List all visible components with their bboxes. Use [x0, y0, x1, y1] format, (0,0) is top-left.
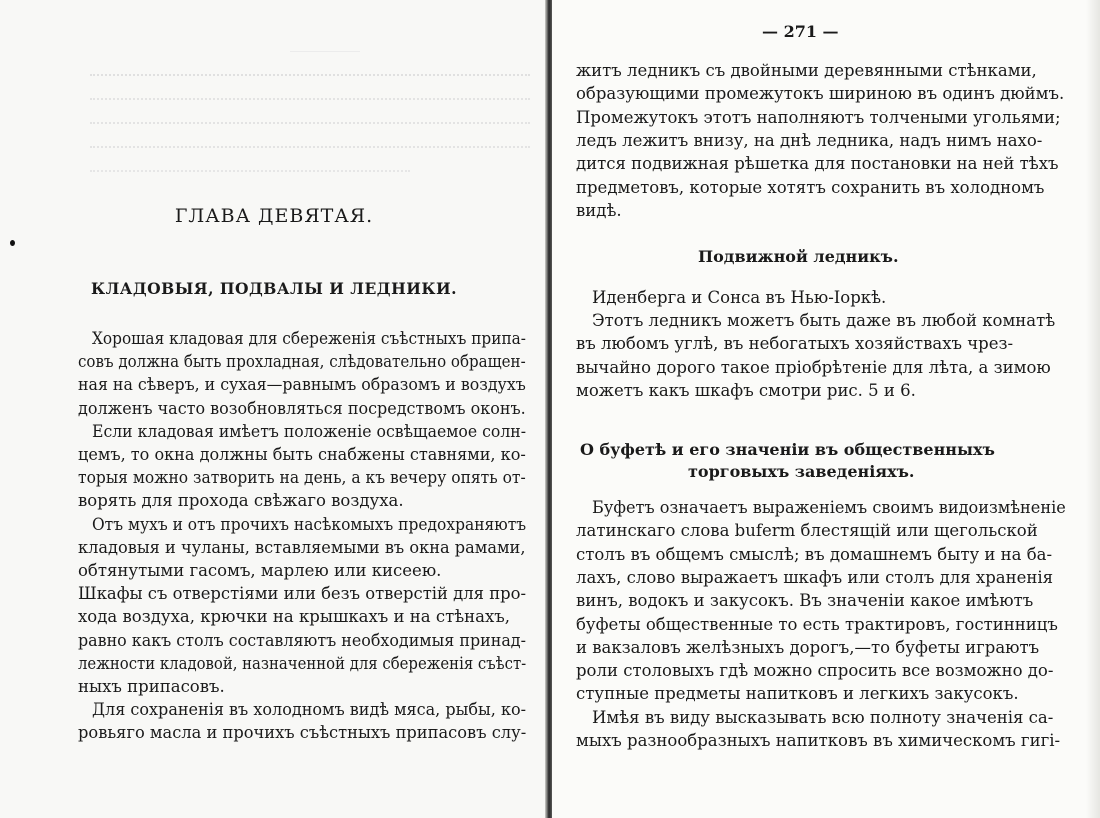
- text-line: винъ, водокъ и закусокъ. Въ значеніи какое имѣютъ: [576, 591, 1034, 610]
- text-line: торыя можно затворить на день, а къ вечеру опять от-: [78, 468, 526, 487]
- bleed-through-text: [90, 28, 530, 198]
- text-line: предметовъ, которые хотятъ сохранить въ холодномъ: [576, 178, 1045, 197]
- text-line: ледъ лежитъ внизу, на днѣ ледника, надъ нимъ нахо-: [576, 131, 1043, 150]
- text-line: въ любомъ углѣ, въ небогатыхъ хозяйствахъ чрез-: [576, 334, 1014, 353]
- chapter-title: ГЛАВА ДЕВЯТАЯ.: [174, 205, 374, 227]
- text-line: буфеты общественные то есть трактировъ, гостинницъ: [576, 615, 1058, 634]
- text-line: ровьяго масла и прочихъ съѣстныхъ припасовъ слу-: [78, 723, 527, 742]
- text-line: ступные предметы напитковъ и легкихъ закусокъ.: [576, 684, 1019, 703]
- text-line: Если кладовая имѣетъ положеніе освѣщаемое солн-: [92, 422, 527, 441]
- text-line: ная на сѣверъ, и сухая—равнымъ образомъ и воздухъ: [78, 375, 526, 394]
- text-line: образующими промежутокъ шириною въ одинъ дюймъ.: [576, 84, 1065, 103]
- text-line: ныхъ припасовъ.: [78, 677, 225, 696]
- text-line: роли столовыхъ гдѣ можно спросить все возможно до-: [576, 661, 1054, 680]
- text-line: Хорошая кладовая для сбереженія съѣстныхъ припа-: [92, 329, 526, 348]
- text-line: долженъ часто возобновляться посредствомъ оконъ.: [78, 399, 526, 418]
- text-line: мыхъ разнообразныхъ напитковъ въ химическомъ гигі-: [576, 731, 1061, 750]
- text-line: Отъ мухъ и отъ прочихъ насѣкомыхъ предохраняютъ: [92, 515, 527, 534]
- text-line: обтянутыми гасомъ, марлею или кисеею.: [78, 561, 442, 580]
- text-line: латинскаго слова buferm блестящій или щегольской: [576, 521, 1038, 540]
- heading-mobile-icebox: Подвижной ледникъ.: [698, 247, 899, 266]
- text-line: равно какъ столъ составляютъ необходимыя принад-: [78, 631, 526, 650]
- text-line: Буфетъ означаетъ выраженіемъ своимъ видоизмѣненіе: [592, 498, 1066, 517]
- text-line: хода воздуха, крючки на крышкахъ и на стѣнахъ,: [78, 607, 511, 626]
- text-line: дится подвижная рѣшетка для постановки на ней тѣхъ: [576, 154, 1059, 173]
- text-line: Этотъ ледникъ можетъ быть даже въ любой комнатѣ: [592, 311, 1056, 330]
- text-line: Шкафы съ отверстіями или безъ отверстій для про-: [78, 584, 526, 603]
- ink-speck: [10, 240, 15, 246]
- heading-buffet-line-1: О буфетѣ и его значеніи въ общественныхъ: [580, 440, 995, 459]
- text-line: можетъ какъ шкафъ смотри рис. 5 и 6.: [576, 381, 916, 400]
- attribution-line: Иденберга и Сонса въ Нью-Іоркѣ.: [592, 288, 887, 307]
- text-line: вычайно дорого такое пріобрѣтеніе для лѣта, а зимою: [576, 358, 1051, 377]
- text-line: лежности кладовой, назначенной для сбереженія съѣст-: [78, 654, 527, 673]
- text-line: лахъ, слово выражаетъ шкафъ или столъ для храненія: [576, 568, 1054, 587]
- heading-buffet-line-2: торговыхъ заведеніяхъ.: [688, 462, 915, 481]
- text-line: видѣ.: [576, 201, 622, 220]
- text-line: цемъ, то окна должны быть снабжены ставнями, ко-: [78, 445, 526, 464]
- text-line: и вакзаловъ желѣзныхъ дорогъ,—то буфеты играютъ: [576, 638, 1040, 657]
- page-number: — 271 —: [762, 22, 839, 41]
- text-line: ворять для прохода свѣжаго воздуха.: [78, 491, 404, 510]
- text-line: Имѣя въ виду высказывать всю полноту значенія са-: [592, 708, 1054, 727]
- text-line: кладовыя и чуланы, вставляемыми въ окна рамами,: [78, 538, 526, 557]
- right-page: [552, 0, 1100, 818]
- page-edge: [1086, 0, 1100, 818]
- left-page: [0, 0, 548, 818]
- text-line: совъ должна быть прохладная, слѣдовательно обращен-: [78, 352, 526, 371]
- text-line: житъ ледникъ съ двойными деревянными стѣнками,: [576, 61, 1037, 80]
- text-line: Промежутокъ этотъ наполняютъ толчеными угольями;: [576, 108, 1061, 127]
- section-title: КЛАДОВЫЯ, ПОДВАЛЫ И ЛЕДНИКИ.: [90, 279, 458, 298]
- text-line: столъ въ общемъ смыслѣ; въ домашнемъ быту и на ба-: [576, 545, 1053, 564]
- text-line: Для сохраненія въ холодномъ видѣ мяса, рыбы, ко-: [92, 700, 527, 719]
